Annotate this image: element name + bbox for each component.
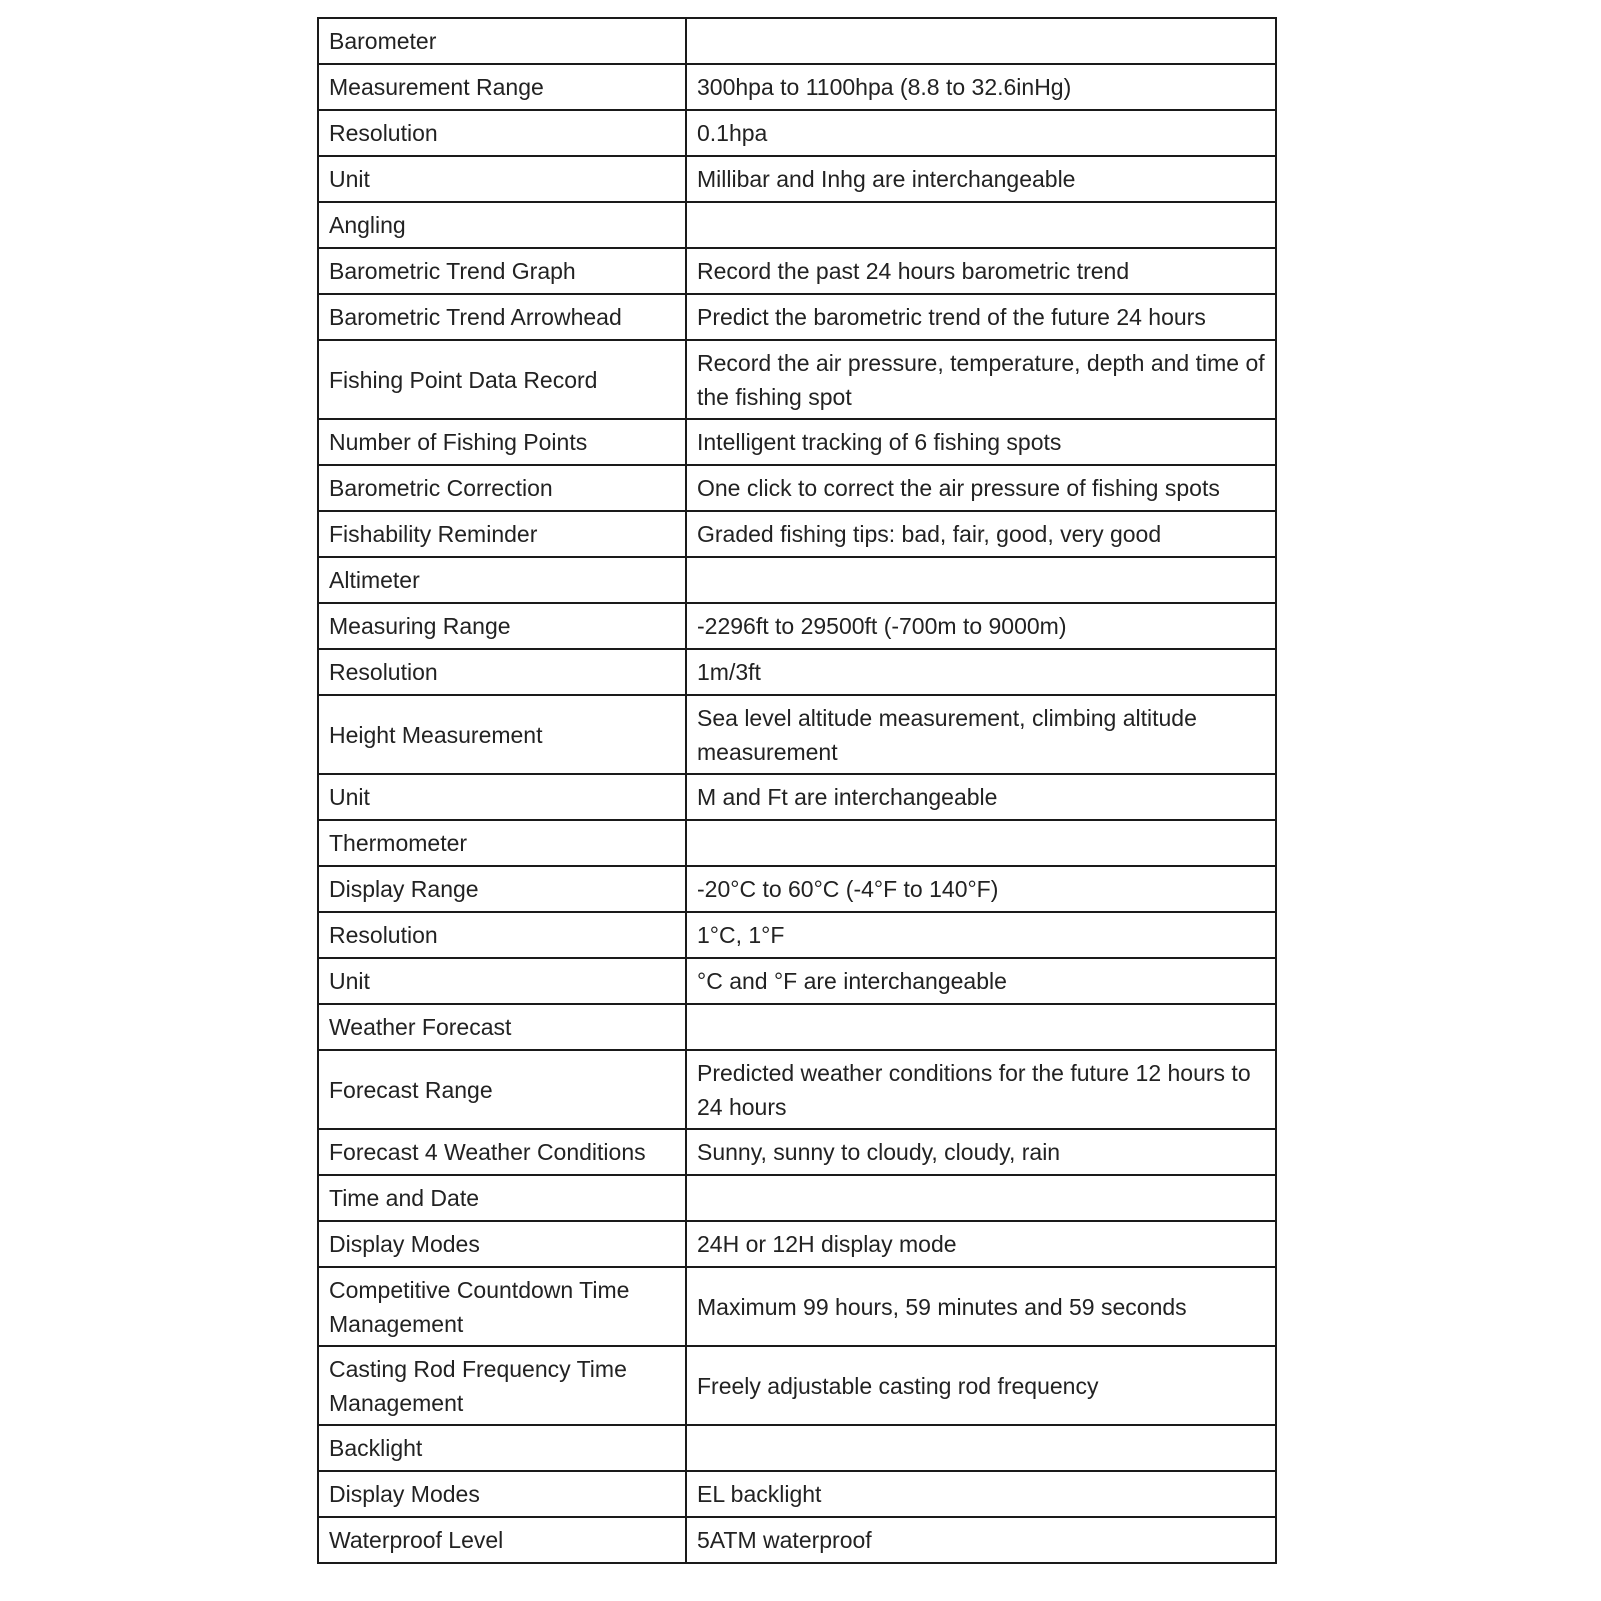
row-label: Fishability Reminder (318, 511, 686, 557)
table-row (318, 18, 1276, 64)
row-label: Barometer (318, 18, 686, 64)
table-row (318, 958, 1276, 1004)
row-label: Competitive Countdown Time Management (318, 1267, 686, 1346)
row-value: 0.1hpa (686, 110, 1276, 156)
table-row (318, 1517, 1276, 1563)
row-label: Resolution (318, 649, 686, 695)
spec-table (317, 17, 1277, 1564)
row-value: Sea level altitude measurement, climbing altitude measurement (686, 695, 1276, 774)
row-value: Record the past 24 hours barometric trend (686, 248, 1276, 294)
table-row (318, 465, 1276, 511)
table-row (318, 64, 1276, 110)
row-value (686, 557, 1276, 603)
table-row (318, 1267, 1276, 1346)
table-row (318, 820, 1276, 866)
table-row (318, 603, 1276, 649)
row-value (686, 1175, 1276, 1221)
table-row (318, 1129, 1276, 1175)
row-value: M and Ft are interchangeable (686, 774, 1276, 820)
row-value: 1m/3ft (686, 649, 1276, 695)
table-row (318, 1175, 1276, 1221)
row-value: Millibar and Inhg are interchangeable (686, 156, 1276, 202)
row-label: Casting Rod Frequency Time Management (318, 1346, 686, 1425)
table-row (318, 695, 1276, 774)
row-value: Predicted weather conditions for the future 12 hours to 24 hours (686, 1050, 1276, 1129)
row-value: EL backlight (686, 1471, 1276, 1517)
row-label: Barometric Trend Arrowhead (318, 294, 686, 340)
row-label: Forecast Range (318, 1050, 686, 1129)
row-value: Graded fishing tips: bad, fair, good, very good (686, 511, 1276, 557)
table-row (318, 340, 1276, 419)
row-label: Measurement Range (318, 64, 686, 110)
row-label: Display Range (318, 866, 686, 912)
table-row (318, 1346, 1276, 1425)
table-row (318, 248, 1276, 294)
row-value: Freely adjustable casting rod frequency (686, 1346, 1276, 1425)
table-row (318, 1425, 1276, 1471)
table-row (318, 866, 1276, 912)
row-label: Angling (318, 202, 686, 248)
row-label: Barometric Correction (318, 465, 686, 511)
table-row (318, 156, 1276, 202)
row-value: Maximum 99 hours, 59 minutes and 59 seconds (686, 1267, 1276, 1346)
table-row (318, 774, 1276, 820)
row-label: Fishing Point Data Record (318, 340, 686, 419)
row-value (686, 202, 1276, 248)
row-label: Unit (318, 156, 686, 202)
row-label: Resolution (318, 110, 686, 156)
row-value (686, 820, 1276, 866)
table-row (318, 557, 1276, 603)
row-label: Time and Date (318, 1175, 686, 1221)
row-label: Display Modes (318, 1221, 686, 1267)
row-label: Weather Forecast (318, 1004, 686, 1050)
row-value (686, 18, 1276, 64)
table-row (318, 294, 1276, 340)
table-row (318, 649, 1276, 695)
row-value: 24H or 12H display mode (686, 1221, 1276, 1267)
table-row (318, 912, 1276, 958)
row-label: Altimeter (318, 557, 686, 603)
row-value: Predict the barometric trend of the future 24 hours (686, 294, 1276, 340)
row-label: Thermometer (318, 820, 686, 866)
table-row (318, 1004, 1276, 1050)
row-label: Number of Fishing Points (318, 419, 686, 465)
row-value: 300hpa to 1100hpa (8.8 to 32.6inHg) (686, 64, 1276, 110)
row-value: °C and °F are interchangeable (686, 958, 1276, 1004)
row-label: Waterproof Level (318, 1517, 686, 1563)
table-row (318, 419, 1276, 465)
row-value: Record the air pressure, temperature, depth and time of the fishing spot (686, 340, 1276, 419)
row-label: Backlight (318, 1425, 686, 1471)
row-label: Unit (318, 774, 686, 820)
row-label: Resolution (318, 912, 686, 958)
table-row (318, 1050, 1276, 1129)
table-row (318, 1471, 1276, 1517)
row-value: 5ATM waterproof (686, 1517, 1276, 1563)
row-value: -2296ft to 29500ft (-700m to 9000m) (686, 603, 1276, 649)
row-value: Sunny, sunny to cloudy, cloudy, rain (686, 1129, 1276, 1175)
table-row (318, 202, 1276, 248)
row-label: Measuring Range (318, 603, 686, 649)
row-value: 1°C, 1°F (686, 912, 1276, 958)
row-label: Height Measurement (318, 695, 686, 774)
row-label: Unit (318, 958, 686, 1004)
table-row (318, 110, 1276, 156)
row-value: One click to correct the air pressure of fishing spots (686, 465, 1276, 511)
table-row (318, 511, 1276, 557)
row-value (686, 1004, 1276, 1050)
table-row (318, 1221, 1276, 1267)
row-label: Display Modes (318, 1471, 686, 1517)
row-label: Barometric Trend Graph (318, 248, 686, 294)
row-label: Forecast 4 Weather Conditions (318, 1129, 686, 1175)
row-value: -20°C to 60°C (-4°F to 140°F) (686, 866, 1276, 912)
row-value: Intelligent tracking of 6 fishing spots (686, 419, 1276, 465)
row-value (686, 1425, 1276, 1471)
